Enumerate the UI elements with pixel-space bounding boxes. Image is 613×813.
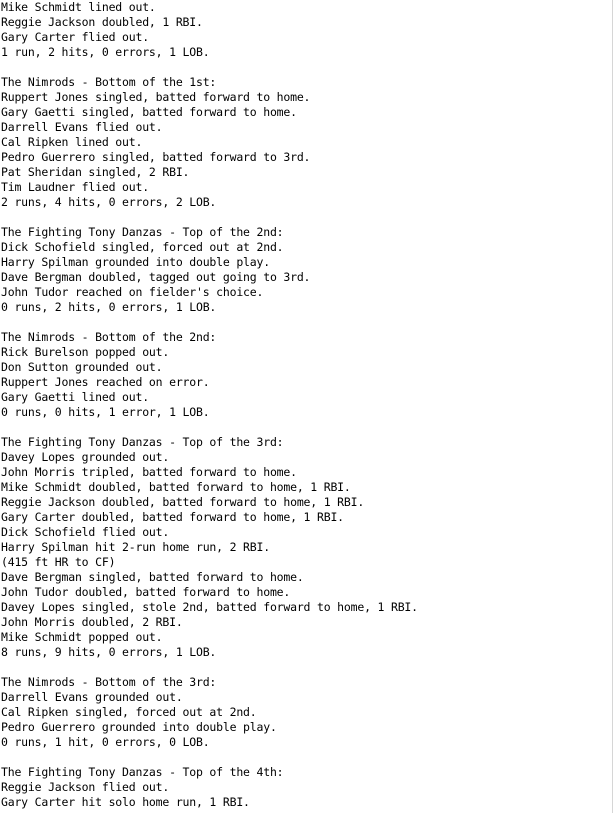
play-line: Pat Sheridan singled, 2 RBI. (1, 165, 190, 179)
inning-header: The Fighting Tony Danzas - Top of the 4th: (1, 765, 284, 779)
play-line: Gary Gaetti lined out. (1, 390, 149, 404)
play-line: John Tudor doubled, batted forward to home. (1, 585, 291, 599)
play-line: Dick Schofield singled, forced out at 2nd. (1, 240, 284, 254)
play-line: Darrell Evans flied out. (1, 120, 163, 134)
blank-line (1, 210, 613, 225)
inning-summary: 2 runs, 4 hits, 0 errors, 2 LOB. (1, 195, 217, 209)
play-line: Gary Carter doubled, batted forward to home, 1 RBI. (1, 510, 344, 524)
blank-line (1, 60, 613, 75)
inning-block (1, 420, 613, 660)
play-line: John Morris tripled, batted forward to home. (1, 465, 297, 479)
inning-header: The Fighting Tony Danzas - Top of the 2nd: (1, 225, 284, 239)
play-line: Don Sutton grounded out. (1, 360, 163, 374)
inning-block (1, 750, 613, 810)
inning-summary: 0 runs, 1 hit, 0 errors, 0 LOB. (1, 735, 210, 749)
play-line: Reggie Jackson flied out. (1, 780, 170, 794)
inning-header: The Nimrods - Bottom of the 1st: (1, 75, 217, 89)
blank-line (1, 750, 613, 765)
play-line: Davey Lopes grounded out. (1, 450, 170, 464)
play-line: Cal Ripken singled, forced out at 2nd. (1, 705, 257, 719)
play-line: Ruppert Jones singled, batted forward to home. (1, 90, 311, 104)
play-line: Rick Burelson popped out. (1, 345, 170, 359)
play-line: Gary Gaetti singled, batted forward to home. (1, 105, 297, 119)
inning-summary: 8 runs, 9 hits, 0 errors, 1 LOB. (1, 645, 217, 659)
play-line: Dick Schofield flied out. (1, 525, 170, 539)
play-line: Harry Spilman grounded into double play. (1, 255, 270, 269)
play-line: John Tudor reached on fielder's choice. (1, 285, 264, 299)
play-line: Mike Schmidt doubled, batted forward to home, 1 RBI. (1, 480, 351, 494)
blank-line (1, 660, 613, 675)
play-line: John Morris doubled, 2 RBI. (1, 615, 183, 629)
inning-header: The Nimrods - Bottom of the 2nd: (1, 330, 217, 344)
play-line: Reggie Jackson doubled, batted forward to home, 1 RBI. (1, 495, 365, 509)
play-line: Gary Carter flied out. (1, 30, 149, 44)
inning-block (1, 315, 613, 420)
play-line: Gary Carter hit solo home run, 1 RBI. (1, 795, 250, 809)
inning-summary: 1 run, 2 hits, 0 errors, 1 LOB. (1, 45, 210, 59)
inning-block (1, 660, 613, 750)
inning-summary: 0 runs, 0 hits, 1 error, 1 LOB. (1, 405, 210, 419)
play-line: Darrell Evans grounded out. (1, 690, 183, 704)
play-line: Pedro Guerrero grounded into double play. (1, 720, 277, 734)
play-line: Dave Bergman singled, batted forward to home. (1, 570, 304, 584)
play-line: Pedro Guerrero singled, batted forward to 3rd. (1, 150, 311, 164)
play-line: Harry Spilman hit 2-run home run, 2 RBI. (1, 540, 270, 554)
inning-summary: 0 runs, 2 hits, 0 errors, 1 LOB. (1, 300, 217, 314)
play-line: Tim Laudner flied out. (1, 180, 149, 194)
play-line: Reggie Jackson doubled, 1 RBI. (1, 15, 203, 29)
inning-header: The Fighting Tony Danzas - Top of the 3rd: (1, 435, 284, 449)
inning-block (1, 210, 613, 315)
blank-line (1, 420, 613, 435)
inning-block (1, 60, 613, 210)
play-by-play-log (1, 0, 613, 810)
inning-block (1, 0, 613, 60)
inning-header: The Nimrods - Bottom of the 3rd: (1, 675, 217, 689)
play-line: (415 ft HR to CF) (1, 555, 116, 569)
play-line: Ruppert Jones reached on error. (1, 375, 210, 389)
play-line: Davey Lopes singled, stole 2nd, batted forward to home, 1 RBI. (1, 600, 418, 614)
play-line: Dave Bergman doubled, tagged out going to 3rd. (1, 270, 311, 284)
play-line: Mike Schmidt popped out. (1, 630, 163, 644)
blank-line (1, 315, 613, 330)
play-line: Mike Schmidt lined out. (1, 0, 156, 14)
play-line: Cal Ripken lined out. (1, 135, 143, 149)
